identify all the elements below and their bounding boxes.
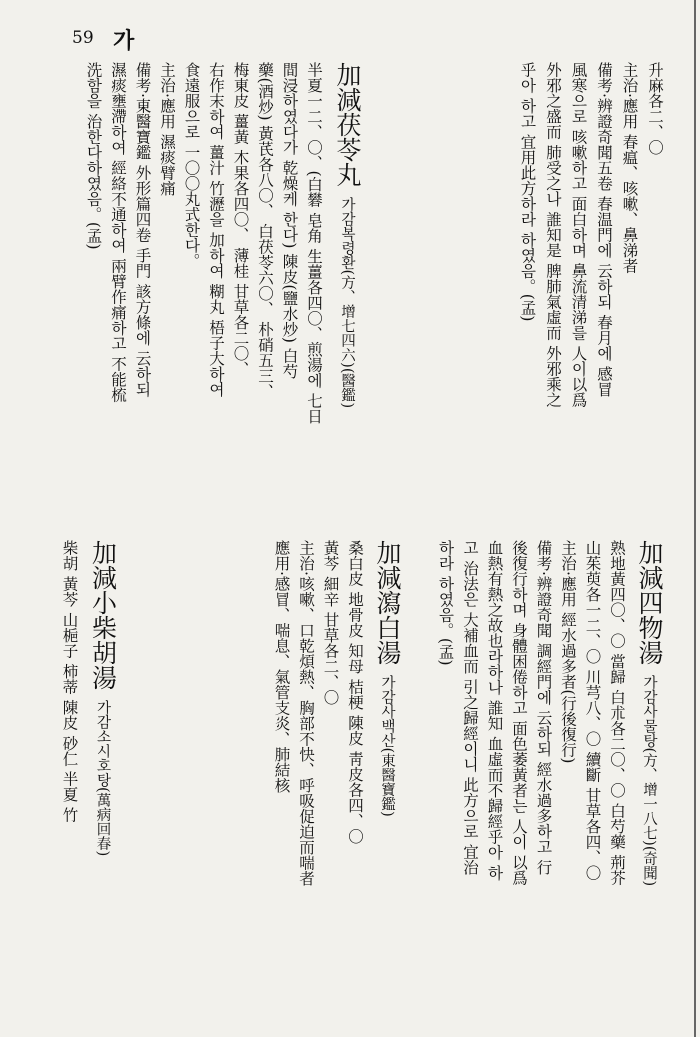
text-column: 梅東皮 薑黃 木果各四〇、 薄桂 甘草各二〇、 xyxy=(231,62,250,377)
entry-continuation-shengma xyxy=(509,62,662,495)
text-column: 主治·咳嗽、口乾煩熱、胸部不快、呼吸促迫而喘者 xyxy=(297,540,315,886)
text-column: 藥(酒炒) 黃芪各八〇、 白茯苓六〇、 朴硝五三、 xyxy=(256,62,274,399)
text-column: 고 治法은 大補血而 引之歸經이니 此方으로 宜治 xyxy=(461,540,479,875)
entry-source: (方、增一八七)(奇聞) xyxy=(641,747,657,887)
entry-title-text: 加減瀉白湯 xyxy=(373,540,402,665)
entry-title-text: 加減小柴胡湯 xyxy=(88,540,118,690)
text-column: 主治·應用 濕痰臂痛 xyxy=(158,62,176,196)
entry-reading: 가감사백산 xyxy=(379,675,395,748)
text-column: 柴胡 黃芩 山梔子 柿蒂 陳皮 砂仁 半夏 竹 xyxy=(60,540,79,823)
entry-source: (萬病回春) xyxy=(94,787,111,857)
text-column: 하라 하였음。(孟) xyxy=(436,540,455,666)
text-column: 乎아 하고 宜用此方하라 하였음。(孟) xyxy=(518,62,537,322)
text-column: 應用·感冒、喘息、氣管支炎、肺結核 xyxy=(272,540,291,793)
entry-gagam-sosiho-tang xyxy=(52,540,116,1010)
text-column: 備考·辨證奇聞 調經門에 云하되 經水過多하고 行 xyxy=(534,540,553,875)
text-column: 熟地黃四〇、〇 當歸 白朮各二〇、〇 白芍藥 荊芥 xyxy=(608,540,626,886)
entry-title xyxy=(335,62,360,542)
entry-gagam-samul-tang xyxy=(428,540,662,1010)
entry-reading: 가감복령환 xyxy=(339,197,355,270)
text-column: 食遠服으로 一〇〇丸式한다。 xyxy=(182,62,201,269)
page-edge-rule xyxy=(694,0,696,1037)
entry-reading: 가감소시호탕 xyxy=(94,700,111,787)
text-column: 桑白皮 地骨皮 知母 桔梗 陳皮 靑皮各四、〇 xyxy=(346,540,364,844)
text-column: 黃芩 細辛 甘草各二、〇 xyxy=(321,540,340,705)
text-column: 半夏一二、〇、(白礬 皂角 生薑各四〇、煎湯에 七日 xyxy=(305,62,323,424)
text-column: 後復行하며 身體困倦하고 面色萎黃者는 人이 以爲 xyxy=(510,540,528,886)
entry-title xyxy=(88,540,118,1010)
text-column: 備考·東醫寶鑑 外形篇四卷 手門 該方條에 云하되 xyxy=(133,62,152,397)
text-column: 主治·應用 經水過多者(行後復行) xyxy=(559,540,577,764)
entry-reading: 가감사물탕 xyxy=(641,675,657,748)
entry-source: (東醫寶鑑) xyxy=(379,747,395,817)
page-header xyxy=(0,26,700,56)
text-column: 主治·應用 春瘟、咳嗽、鼻涕者 xyxy=(620,62,639,274)
entry-title-text: 加減四物湯 xyxy=(635,540,664,665)
page-number: 59 xyxy=(72,28,94,48)
text-column: 外邪之盛而 肺受之나 誰知是 脾肺氣虛而 外邪乘之 xyxy=(544,62,562,408)
entry-title xyxy=(637,540,662,1010)
text-column: 血熱有熱之故也라하나 誰知 血虛而不歸經乎아 하 xyxy=(485,540,504,881)
running-head: 가 xyxy=(113,29,135,54)
text-column: 濕痰壅滯하여 經絡不通하여 兩臂作痛하고 不能梳 xyxy=(109,62,127,403)
text-column: 洗함을 治한다하였음。(孟) xyxy=(84,62,103,250)
text-column: 風寒으로 咳嗽하고 面白하며 鼻流清涕를 人이以爲 xyxy=(569,62,588,408)
text-column: 備考·辨證奇聞五卷 春温門에 云하되 春月에 感冒 xyxy=(595,62,613,397)
text-column: 山茱萸各一二、〇 川芎八、〇 續斷 甘草各四、〇 xyxy=(583,540,602,881)
entry-gagam-sabaek-tang xyxy=(264,540,400,1010)
text-column: 右作末하여 薑汁 竹瀝을 加하여 糊丸 梧子大하여 xyxy=(207,62,225,397)
entry-title-text: 加減茯苓丸 xyxy=(333,62,362,187)
entry-title xyxy=(375,540,400,1010)
text-column: 升麻各二、〇 xyxy=(646,62,664,155)
entry-gagam-bokryeong-hwan xyxy=(42,62,360,542)
text-column: 間浸하였다가 乾燥케 한다) 陳皮(鹽水炒) 白芍 xyxy=(280,62,299,379)
entry-source: (方、增七四六)(醫鑑) xyxy=(339,269,355,409)
